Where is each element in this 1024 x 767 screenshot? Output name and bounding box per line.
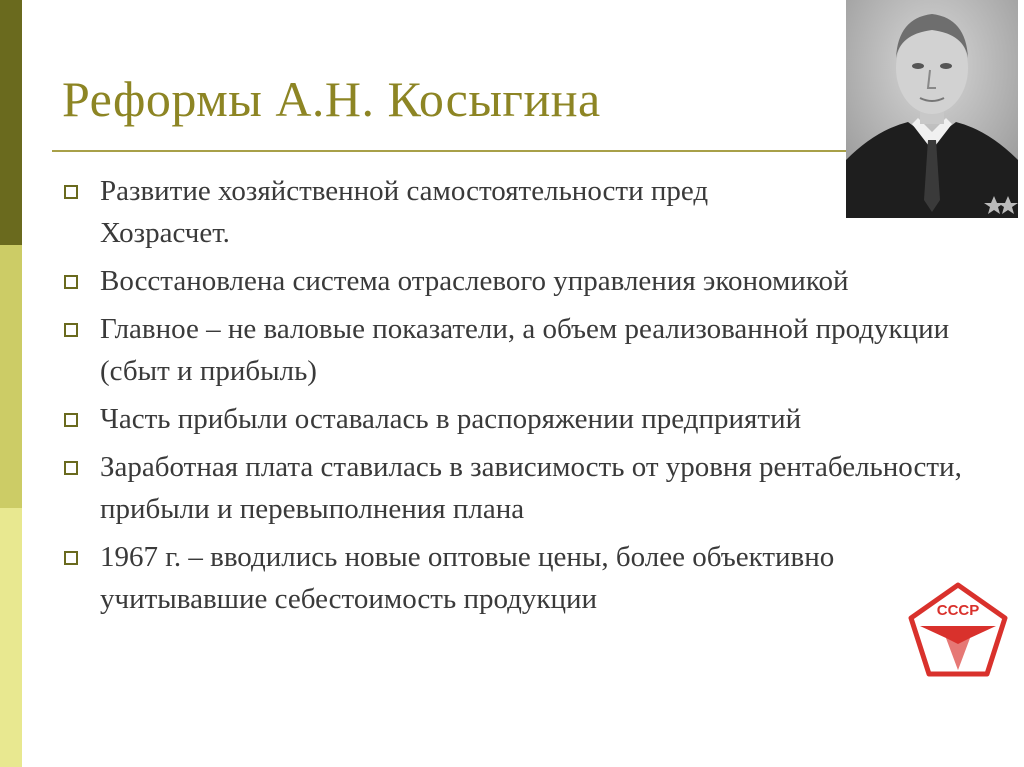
square-bullet-icon: [64, 461, 78, 475]
bullet-item: [62, 260, 992, 302]
square-bullet-icon: [64, 185, 78, 199]
bullet-text: Часть прибыли оставалась в распоряжении предприятий: [100, 403, 802, 435]
ussr-quality-mark-icon: [906, 582, 1010, 682]
bullet-text: 1967 г. – вводились новые оптовые цены, более объективно учитывавшие себестоимость продукции: [100, 541, 835, 615]
accent-bar-dark: [0, 0, 22, 245]
bullet-text: Восстановлена система отраслевого управления экономикой: [100, 265, 849, 297]
bullet-text: Развитие хозяйственной самостоятельности пред: [100, 175, 709, 207]
bullet-item: [62, 170, 992, 254]
bullet-text-continued: Хозрасчет.: [100, 217, 230, 249]
slide-title: Реформы А.Н. Косыгина: [62, 71, 601, 127]
accent-bar-mid: [0, 245, 22, 508]
bullet-item: [62, 446, 992, 530]
square-bullet-icon: [64, 551, 78, 565]
accent-bar-light: [0, 508, 22, 767]
bullet-item: [62, 398, 992, 440]
square-bullet-icon: [64, 323, 78, 337]
badge-text: СССР: [936, 602, 980, 619]
square-bullet-icon: [64, 413, 78, 427]
bullet-item: [62, 308, 992, 392]
bullet-item: [62, 536, 992, 620]
ussr-quality-mark-graphic: [906, 582, 1010, 682]
square-bullet-icon: [64, 275, 78, 289]
bullet-text: Главное – не валовые показатели, а объем реализованной продукции (сбыт и прибыль): [100, 313, 950, 387]
left-accent-bar: [0, 0, 22, 767]
bullet-list: [62, 170, 992, 626]
title-divider: [52, 150, 852, 152]
bullet-text: Заработная плата ставилась в зависимость от уровня рентабельности, прибыли и перевыполнения плана: [100, 451, 962, 525]
